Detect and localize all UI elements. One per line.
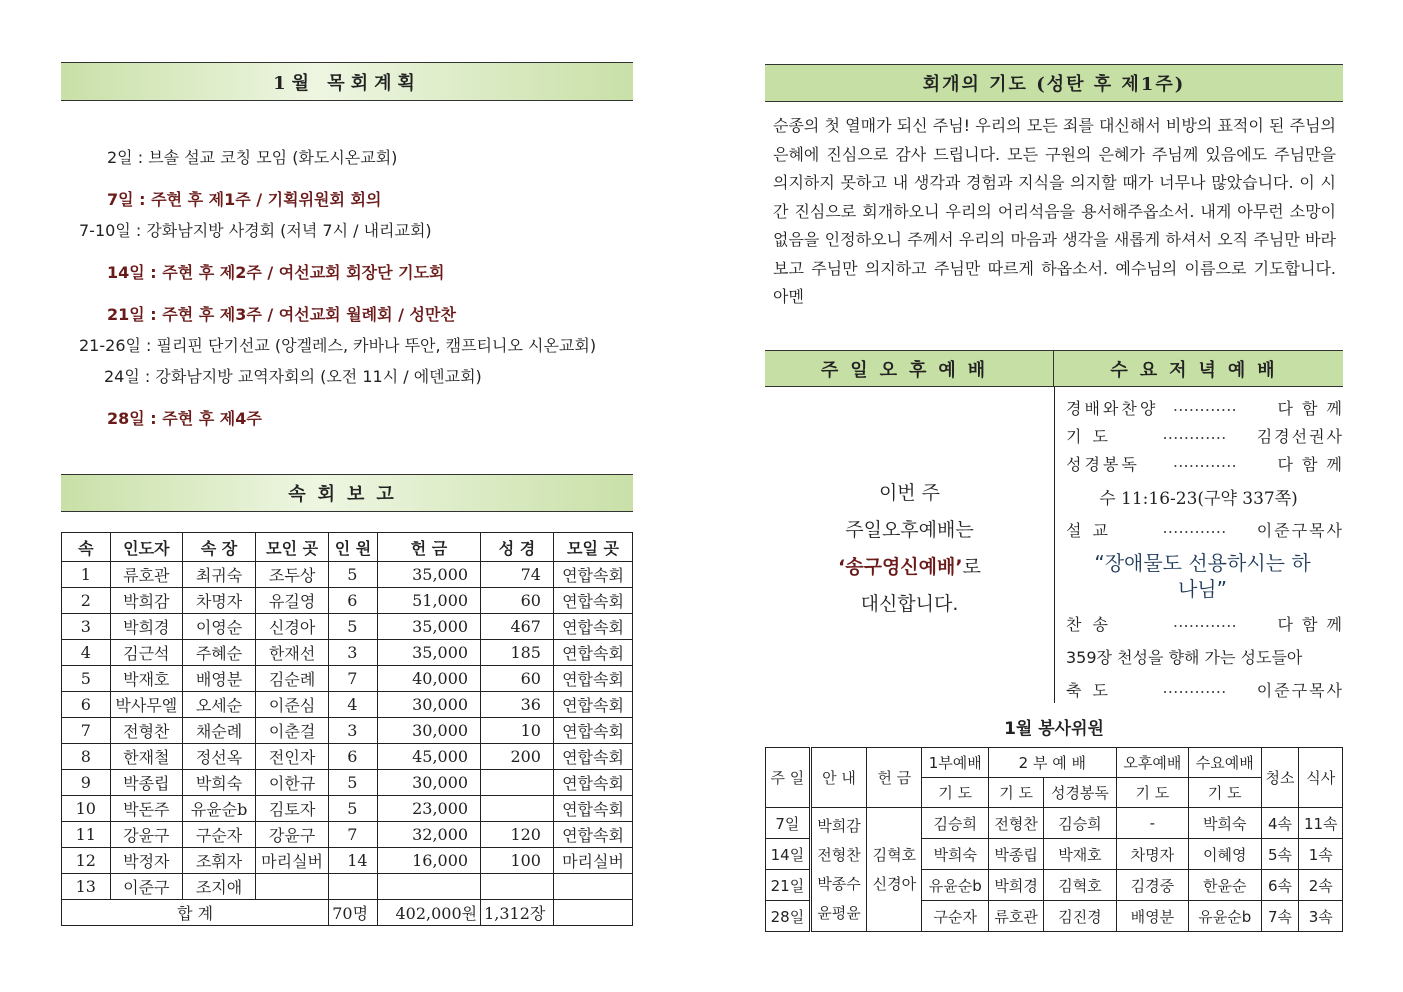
table-cell: 6 [329,744,378,770]
table-cell: 유길영 [255,588,328,614]
table-cell: 185 [481,640,554,666]
wednesday-header: 수요저녁예배 [1054,350,1343,387]
table-cell: 오세순 [183,692,256,718]
table-cell: 조두상 [255,562,328,588]
table-cell: 3 [62,614,111,640]
sunday-pm-notice [765,475,1054,623]
table-cell [553,874,632,900]
table-row [62,744,633,770]
volunteers-table [765,747,1343,932]
table-cell: 김경중 [1116,870,1188,901]
plan-header: 1월 목회계획 [61,62,633,101]
table-cell: 13 [62,874,111,900]
order-who: 김경선권사 [1256,427,1344,446]
table-cell: 6속 [1261,870,1299,901]
table-cell: 12 [62,848,111,874]
table-cell: 전형찬 [110,718,182,744]
table-cell: 김승희 [922,808,989,839]
table-cell: 8 [62,744,111,770]
volunteers-title: 1월 봉사위원 [1004,719,1104,739]
table-cell: 박희숙 [183,770,256,796]
table-cell: 연합속회 [553,640,632,666]
table-cell: 23,000 [377,796,480,822]
offering-name: 김혁호 [872,845,917,864]
column-header: 속 장 [183,533,256,562]
prayer-header: 회개의 기도 (성탄 후 제1주) [765,64,1343,102]
table-cell: 이준구 [110,874,182,900]
column-header: 2 부 예 배 [989,748,1117,778]
order-who: 이준구목사 [1256,681,1344,700]
order-row [1066,424,1344,447]
plan-item: 2일 : 브솔 설교 코칭 모임 (화도시온교회) [107,148,398,167]
table-row [62,796,633,822]
table-cell: 7 [329,822,378,848]
subheader: 기 도 [989,778,1044,808]
total-blank [553,900,632,926]
subheader: 기 도 [922,778,989,808]
table-cell: 16,000 [377,848,480,874]
table-cell: 74 [481,562,554,588]
table-cell: 한재철 [110,744,182,770]
table-row [62,848,633,874]
offering-name: 신경아 [872,874,917,893]
table-cell: 박희경 [989,870,1044,901]
table-cell: 3 [329,718,378,744]
subheader: 성경봉독 [1044,778,1116,808]
plan-item: 21일 : 주현 후 제3주 / 여선교회 월례회 / 성만찬 [107,305,456,324]
column-header: 모인 곳 [255,533,328,562]
table-cell: 28일 [766,901,811,932]
notice-highlight: ‘송구영신예배’ [838,556,963,578]
table-cell: 이영순 [183,614,256,640]
total-bible: 1,312장 [481,900,554,926]
table-cell: 60 [481,666,554,692]
table-row [62,666,633,692]
table-cell: 3속 [1299,901,1343,932]
table-cell [481,770,554,796]
table-cell: 10 [481,718,554,744]
table-cell [377,874,480,900]
table-row [62,692,633,718]
table-cell: 연합속회 [553,744,632,770]
table-cell: 35,000 [377,614,480,640]
table-cell: 김근석 [110,640,182,666]
table-cell: 2 [62,588,111,614]
table-cell: 전인자 [255,744,328,770]
order-item: 찬 송 [1066,615,1111,634]
table-cell: 주혜순 [183,640,256,666]
table-cell: 구순자 [922,901,989,932]
table-cell: 연합속회 [553,822,632,848]
order-who: 다 함 께 [1277,399,1344,418]
dots: ………… [1172,396,1237,415]
table-row [62,822,633,848]
column-header: 1부예배 [922,748,989,778]
table-cell: 5 [62,666,111,692]
table-cell: 배영분 [1116,901,1188,932]
column-header: 인도자 [110,533,182,562]
benediction-row [1066,678,1344,701]
table-row [62,614,633,640]
table-cell: 이혜영 [1189,839,1261,870]
notice-line: 주일오후예배는 [845,519,974,541]
notice-line: 로 [962,556,981,578]
table-cell: 7일 [766,808,811,839]
table-row [766,808,1343,839]
table-cell: 이춘걸 [255,718,328,744]
table-cell: 유윤순b [1189,901,1261,932]
order-item: 경배와찬양 [1066,399,1159,418]
table-cell: 30,000 [377,692,480,718]
table-cell: 박정자 [110,848,182,874]
table-cell: 신경아 [255,614,328,640]
table-cell: 이준심 [255,692,328,718]
table-cell: 박희감 [110,588,182,614]
order-who: 다 함 께 [1277,455,1344,474]
table-cell: 배영분 [183,666,256,692]
table-cell: 6 [62,692,111,718]
order-item: 기 도 [1066,427,1111,446]
order-item: 축 도 [1066,681,1111,700]
table-cell: 정선옥 [183,744,256,770]
column-header: 안 내 [810,748,866,808]
table-cell: 36 [481,692,554,718]
table-cell: 5 [329,796,378,822]
table-cell: 전형찬 [989,808,1044,839]
table-cell: 9 [62,770,111,796]
dots: ………… [1162,678,1227,697]
order-item: 성경봉독 [1066,455,1140,474]
table-cell [481,796,554,822]
table-cell: 30,000 [377,770,480,796]
header-row [766,748,1343,778]
table-cell: 5속 [1261,839,1299,870]
notice-line: 대신합니다. [860,593,959,615]
table-cell: 467 [481,614,554,640]
dots: ………… [1162,424,1227,443]
table-cell: 5 [329,562,378,588]
table-cell: 7속 [1261,901,1299,932]
table-cell: 연합속회 [553,718,632,744]
table-cell [329,874,378,900]
table-cell: 5 [329,770,378,796]
table-cell: 연합속회 [553,666,632,692]
table-cell: 6 [329,588,378,614]
report-table [61,532,633,926]
column-header: 헌 금 [867,748,922,808]
plan-item: 7일 : 주현 후 제1주 / 기획위원회 회의 [107,190,382,209]
table-cell: 류호관 [989,901,1044,932]
table-cell: - [1116,808,1188,839]
order-row [1066,452,1344,475]
plan-item: 21-26일 : 필리핀 단기선교 (앙겔레스, 카바나 뚜안, 캠프티니오 시온교회) [79,336,597,355]
table-cell: 차명자 [1116,839,1188,870]
sermon-title: “장애물도 선용하시는 하나님” [1094,551,1311,601]
table-cell: 김혁호 [1044,870,1116,901]
order-who: 다 함 께 [1277,615,1344,634]
table-cell: 박희경 [110,614,182,640]
subheader: 기 도 [1116,778,1188,808]
dots: ………… [1172,452,1237,471]
table-cell: 연합속회 [553,770,632,796]
table-cell [255,874,328,900]
order-row [1066,396,1344,419]
table-cell: 연합속회 [553,692,632,718]
table-cell: 최귀숙 [183,562,256,588]
column-header: 헌 금 [377,533,480,562]
table-cell: 박종립 [110,770,182,796]
table-cell: 32,000 [377,822,480,848]
table-cell: 한재선 [255,640,328,666]
scripture: 수 11:16-23(구약 337쪽) [1099,489,1298,509]
plan-item: 7-10일 : 강화남지방 사경회 (저녁 7시 / 내리교회) [79,221,432,240]
table-cell: 박돈주 [110,796,182,822]
plan-item: 28일 : 주현 후 제4주 [107,409,262,428]
table-cell: 14일 [766,839,811,870]
table-cell: 35,000 [377,640,480,666]
table-cell: 구순자 [183,822,256,848]
prayer-body: 순종의 첫 열매가 되신 주님! 우리의 모든 죄를 대신해서 비방의 표적이 된 주님의 은혜에 진심으로 감사 드립니다. 모든 구원의 은혜가 주님께 있음에도 주님만을 의지하지 못하고 내 생각과 경험과 지식을 의지할 때가 너무나 많았습니다. 이 시간 진심으로 회개하오니 우리의 어리석음을 용서해주옵소서. 내게 아무런 소망이 없음을 인정하오니 주께서 우리의 마음과 생각을 새롭게 하셔서 오직 주님만 바라보고 주님만 의지하고 주님만 따르게 하옵소서. 예수님의 이름으로 기도합니다. 아멘 [773,116,1336,306]
sunday-pm-header: 주일오후예배 [765,350,1054,387]
table-row [62,874,633,900]
table-cell: 강윤구 [255,822,328,848]
dots: ………… [1162,518,1227,537]
dots: ………… [1172,612,1237,631]
table-cell: 마리실버 [255,848,328,874]
report-header: 속회보고 [61,474,633,512]
table-cell: 1 [62,562,111,588]
total-people: 70명 [329,900,378,926]
table-cell: 김진경 [1044,901,1116,932]
table-cell: 김토자 [255,796,328,822]
offering-cell [867,808,922,932]
total-offering: 402,000원 [377,900,480,926]
table-cell: 조휘자 [183,848,256,874]
table-cell: 51,000 [377,588,480,614]
table-cell: 30,000 [377,718,480,744]
table-cell: 류호관 [110,562,182,588]
table-cell: 35,000 [377,562,480,588]
subheader: 기 도 [1189,778,1261,808]
table-cell: 7 [329,666,378,692]
table-cell: 김승희 [1044,808,1116,839]
column-header: 주 일 [766,748,811,808]
sermon-row [1066,518,1344,541]
table-cell: 조지애 [183,874,256,900]
table-cell: 박희숙 [1189,808,1261,839]
table-cell: 2속 [1299,870,1343,901]
order-who: 이준구목사 [1256,521,1344,540]
table-cell: 강윤구 [110,822,182,848]
hymn-row [1066,612,1344,635]
table-cell: 10 [62,796,111,822]
column-header: 인 원 [329,533,378,562]
plan-item: 14일 : 주현 후 제2주 / 여선교회 회장단 기도회 [107,263,445,282]
order-item: 설 교 [1066,521,1111,540]
table-row [62,588,633,614]
guide-name: 윤평윤 [817,903,861,922]
table-cell: 박재호 [110,666,182,692]
table-cell: 100 [481,848,554,874]
table-cell: 11속 [1299,808,1343,839]
table-cell: 유윤순b [922,870,989,901]
table-cell: 연합속회 [553,614,632,640]
table-cell: 4속 [1261,808,1299,839]
notice-line: 이번 주 [878,482,941,504]
column-header: 수요예배 [1189,748,1261,778]
table-cell: 11 [62,822,111,848]
column-header: 속 [62,533,111,562]
table-cell: 연합속회 [553,796,632,822]
table-cell: 5 [329,614,378,640]
table-cell: 한윤순 [1189,870,1261,901]
table-row [62,640,633,666]
table-row [62,718,633,744]
table-cell: 4 [329,692,378,718]
table-cell: 이한규 [255,770,328,796]
column-header: 오후예배 [1116,748,1188,778]
table-cell: 60 [481,588,554,614]
table-cell: 마리실버 [553,848,632,874]
hymn-title: 359장 천성을 향해 가는 성도들아 [1066,648,1303,667]
column-header: 모일 곳 [553,533,632,562]
table-cell: 4 [62,640,111,666]
table-cell: 120 [481,822,554,848]
table-cell: 김순례 [255,666,328,692]
table-cell: 40,000 [377,666,480,692]
guide-name: 박희감 [817,816,861,835]
table-row [62,770,633,796]
guides-cell [810,808,866,932]
guide-name: 박종수 [817,874,861,893]
column-header: 성 경 [481,533,554,562]
table-cell: 연합속회 [553,562,632,588]
table-cell: 14 [329,848,378,874]
guide-name: 전형찬 [817,845,861,864]
table-cell: 45,000 [377,744,480,770]
column-header: 식사 [1299,748,1343,808]
table-cell: 연합속회 [553,588,632,614]
column-header: 청소 [1261,748,1299,808]
total-label: 합 계 [62,900,329,926]
table-cell: 차명자 [183,588,256,614]
table-cell [481,874,554,900]
table-cell: 박재호 [1044,839,1116,870]
column-divider [1054,387,1055,703]
table-cell: 7 [62,718,111,744]
total-row [62,900,633,926]
table-cell: 채순례 [183,718,256,744]
table-cell: 21일 [766,870,811,901]
table-cell: 1속 [1299,839,1343,870]
table-header-row [62,533,633,562]
table-cell: 3 [329,640,378,666]
table-cell: 200 [481,744,554,770]
table-row [62,562,633,588]
table-cell: 유윤순b [183,796,256,822]
plan-item: 24일 : 강화남지방 교역자회의 (오전 11시 / 에덴교회) [104,367,482,386]
table-cell: 박종립 [989,839,1044,870]
table-cell: 박사무엘 [110,692,182,718]
table-cell: 박희숙 [922,839,989,870]
